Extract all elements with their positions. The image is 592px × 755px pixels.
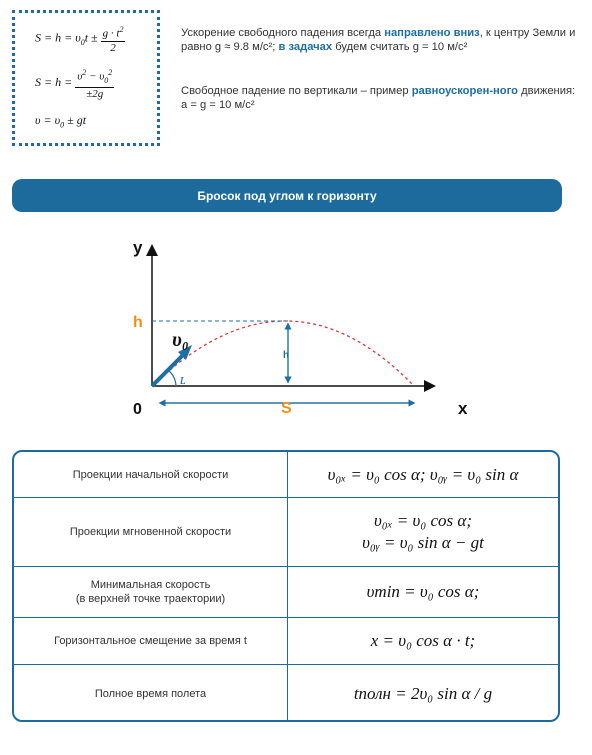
table-row: Горизонтальное смещение за время t x = υ₀ cos α · t; — [14, 617, 558, 664]
table-row: Проекции начальной скорости υ₀ₓ = υ₀ cos α; υ₀ᵧ = υ₀ sin α — [14, 452, 558, 497]
height-label: h — [133, 314, 143, 331]
projectile-diagram — [0, 228, 592, 428]
height-inner-label: h — [283, 350, 290, 361]
y-axis-label: y — [133, 238, 143, 257]
initial-velocity-label: υ₀ — [172, 329, 189, 351]
formula-table — [12, 450, 560, 722]
distance-label: S — [281, 400, 292, 417]
x-axis-label: x — [458, 399, 468, 418]
formula-velocity: $\upsilon = \upsilon_0$ ± gt — [35, 113, 87, 130]
formula-displacement-velocity: S = h = $\frac{\upsilon^2 - \upsilon_0^2}{\pm 2g}$ — [35, 68, 113, 100]
fraction: $\frac{\upsilon^2 - \upsilon_0^2}{\pm 2g}$ — [77, 68, 113, 100]
table-row: Полное время полета tполн = 2υ₀ sin α / g — [14, 664, 558, 722]
angle-label: ʟ — [180, 372, 186, 388]
table-row: Проекции мгновенной скорости υ₀ₓ = υ₀ cos α; υ₀ᵧ = υ₀ sin α − gt — [14, 497, 558, 566]
paragraph-acceleration: Ускорение свободного падения всегда направлено вниз, к центру Земли и равно g ≈ 9.8 м/с²; в задачах будем считать g = 10 м/с² — [181, 27, 576, 53]
formula-box — [12, 10, 160, 146]
section-banner: Бросок под углом к горизонту — [12, 179, 562, 212]
angle-arc — [168, 370, 176, 386]
origin-label: 0 — [133, 401, 142, 418]
fraction: $\frac{g \cdot t^2}{2}$ — [102, 25, 124, 54]
table-row: Минимальная скорость (в верхней точке траектории) υmin = υ₀ cos α; — [14, 566, 558, 617]
formula-displacement-time: $S = h = \upsilon_0t$ ± $\frac{g \cdot t^2}{2}$ — [35, 25, 124, 54]
paragraph-free-fall: Свободное падение по вертикали – пример равноускорен-ного движения: a = g = 10 м/с² — [181, 85, 576, 111]
